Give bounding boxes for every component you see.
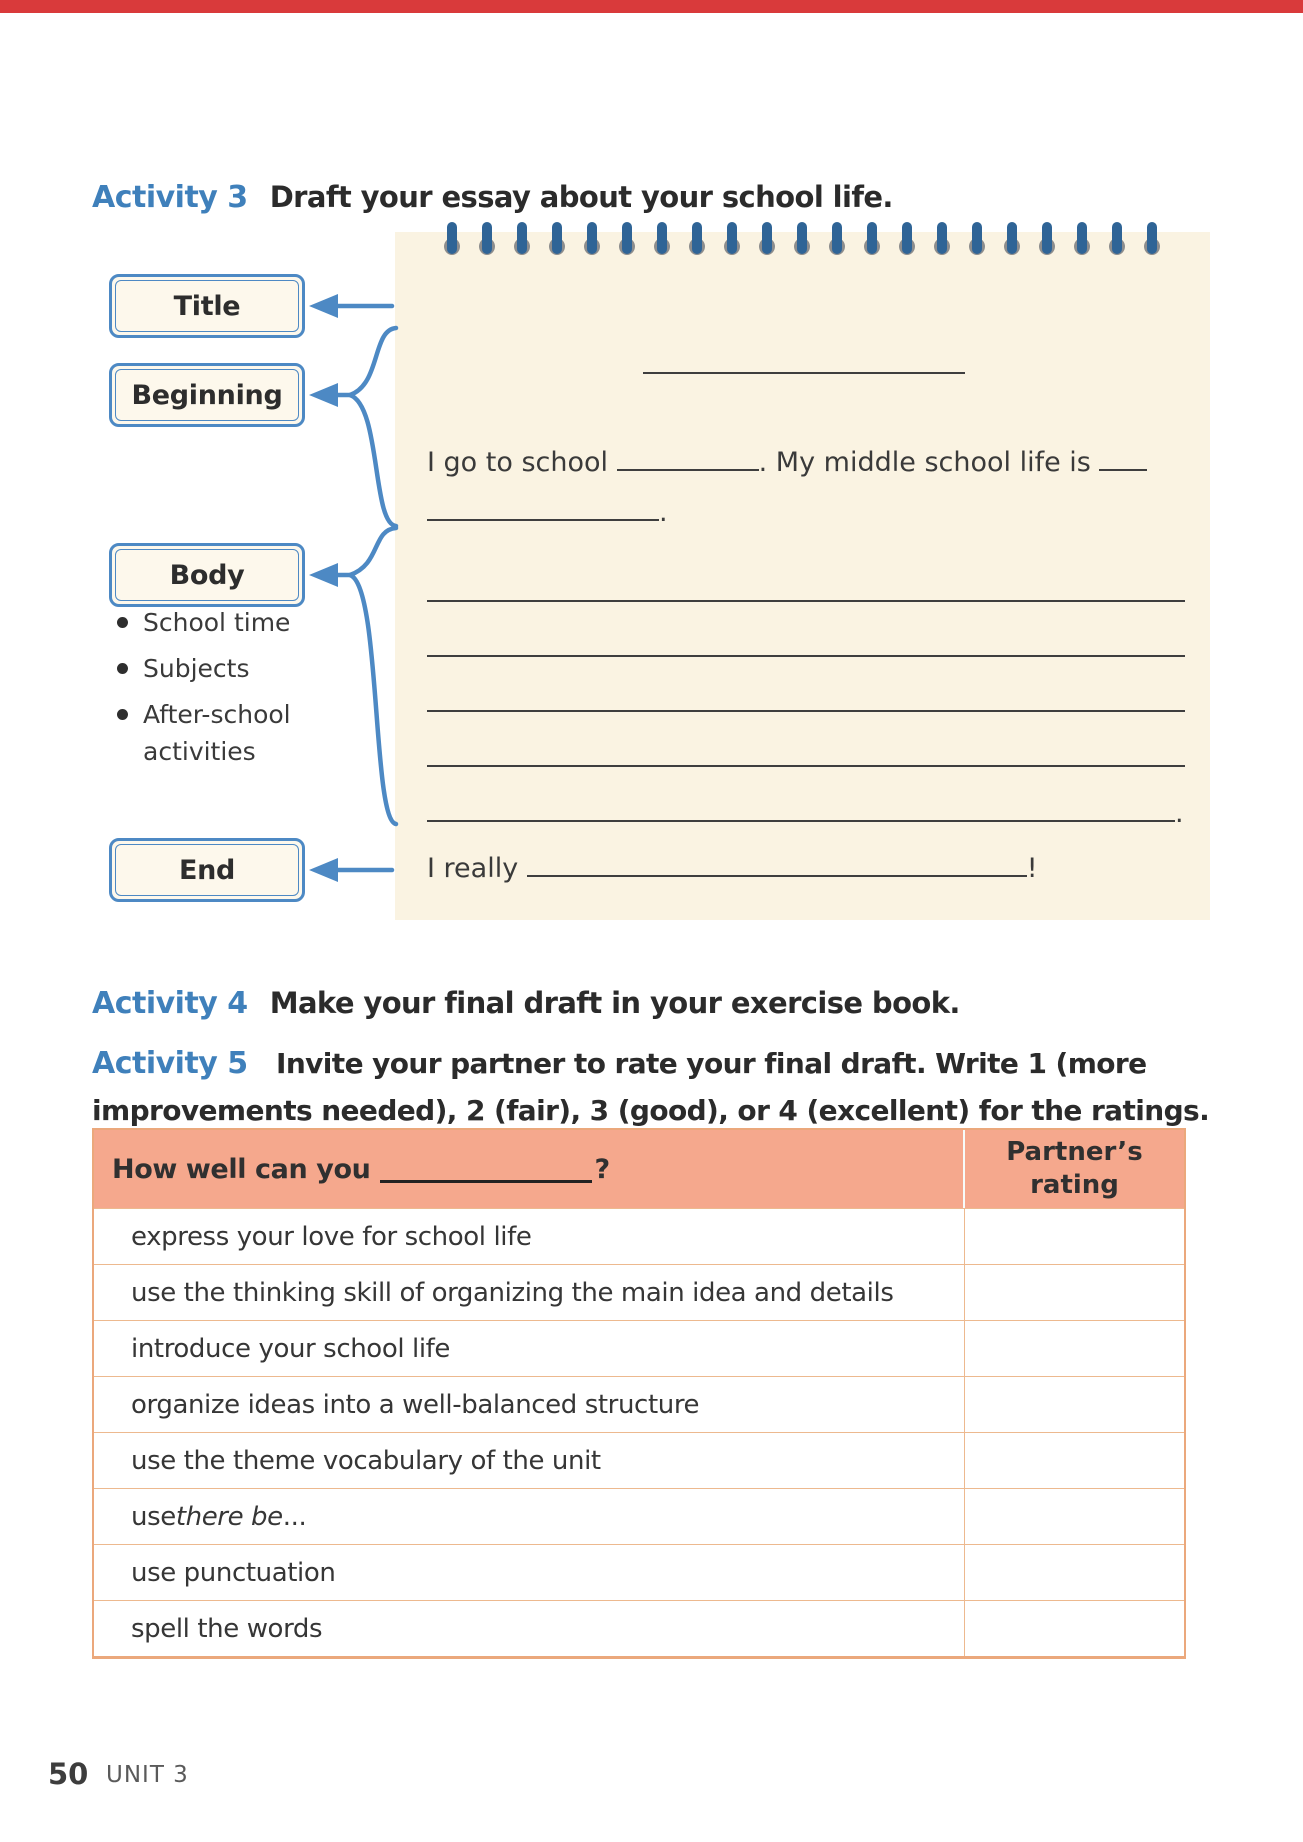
skill-cell: organize ideas into a well-balanced structure [94,1377,965,1432]
rating-table-row [94,1208,1184,1264]
partner-rating-cell[interactable] [965,1433,1184,1488]
notebook-beginning-line1 [427,444,1147,478]
body-bullet-item: School time [115,604,365,641]
body-bullet-item: Subjects [115,650,365,687]
question-prefix: How well can you [112,1153,371,1185]
rating-table-row [94,1376,1184,1432]
beginning-line2-period: . [659,497,668,528]
activity4-heading [92,986,960,1021]
notebook-body-blank-line[interactable] [427,630,1185,664]
activity3-title: Draft your essay about your school life. [269,180,893,214]
notebook-end-line [427,850,1038,884]
end-line-blank[interactable] [527,850,1027,877]
skill-cell: use the thinking skill of organizing the main idea and details [94,1265,965,1320]
spiral-pin [552,222,562,254]
notebook-body-blank-line[interactable] [427,740,1185,774]
beginning-line1-prefix: I go to school [427,447,609,478]
activity3-label: Activity 3 [92,180,248,215]
outline-box-body-label: Body [169,559,245,591]
spiral-pin [482,222,492,254]
end-arrowhead [309,858,338,882]
outline-box-beginning-label: Beginning [131,379,283,411]
notebook-body-blank-line[interactable] [427,685,1185,719]
spiral-pin [1112,222,1122,254]
outline-box-title-label: Title [173,290,241,322]
spiral-pin [867,222,877,254]
beginning-brace [350,328,396,526]
body-arrowhead [309,563,338,587]
activity5-label: Activity 5 [92,1046,248,1081]
rating-header-line1: Partner’s [1006,1137,1143,1167]
skill-cell: express your love for school life [94,1209,965,1264]
page-top-red-bar [0,0,1303,13]
partner-rating-cell[interactable] [965,1209,1184,1264]
beginning-blank-3[interactable] [427,494,659,521]
outline-box-end [109,838,305,902]
partner-rating-cell[interactable] [965,1601,1184,1656]
spiral-pin [1077,222,1087,254]
skill-cell: spell the words [94,1601,965,1656]
beginning-blank-2[interactable] [1099,444,1147,471]
spiral-pin [762,222,772,254]
beginning-line1-mid: . My middle school life is [758,447,1091,478]
body-bullet-item: After-school activities [115,696,365,770]
rating-table-row [94,1264,1184,1320]
beginning-blank-1[interactable] [617,444,759,471]
spiral-pin [517,222,527,254]
partner-rating-cell[interactable] [965,1377,1184,1432]
rating-table-row [94,1320,1184,1376]
outline-box-end-label: End [178,854,236,886]
unit-label: UNIT 3 [106,1762,189,1788]
rating-table-body [94,1208,1184,1656]
spiral-pin [832,222,842,254]
spiral-pin [902,222,912,254]
partner-rating-cell[interactable] [965,1321,1184,1376]
notebook-title-blank-line[interactable] [643,372,965,374]
skill-cell: use the theme vocabulary of the unit [94,1433,965,1488]
outline-box-title [109,274,305,338]
spiral-pin [1042,222,1052,254]
spiral-pin [587,222,597,254]
spiral-pin [972,222,982,254]
rating-table-header [94,1130,1184,1208]
skill-cell: use there be ... [94,1489,965,1544]
beginning-arrowhead [309,383,338,407]
spiral-pin [1147,222,1157,254]
spiral-pin [447,222,457,254]
end-line-punct: ! [1026,853,1038,884]
activity5-title: Invite your partner to rate your final draft. Write 1 (more improvements needed), 2 (fair), 3 (good), or 4 (excellent) for the ratings. [92,1047,1210,1127]
activity5-heading [92,1040,1222,1134]
end-line-prefix: I really [427,853,519,884]
activity3-heading [92,180,893,215]
outline-box-beginning [109,363,305,427]
spiral-pin [797,222,807,254]
body-bullet-list [115,604,365,779]
rating-table [92,1128,1186,1659]
page-number: 50 [48,1757,89,1791]
skill-cell: introduce your school life [94,1321,965,1376]
notebook-beginning-line2 [427,494,668,528]
spiral-pin [692,222,702,254]
partner-rating-cell[interactable] [965,1545,1184,1600]
outline-box-body [109,543,305,607]
question-blank[interactable] [380,1156,592,1183]
partner-rating-cell[interactable] [965,1489,1184,1544]
question-suffix: ? [594,1153,610,1185]
activity4-title: Make your final draft in your exercise book. [269,986,960,1020]
spiral-pin [727,222,737,254]
title-arrowhead [309,294,338,318]
rating-table-question-header [94,1130,965,1208]
spiral-pin [657,222,667,254]
notebook-body-blank-line[interactable] [427,575,1185,609]
spiral-pin [937,222,947,254]
notebook-body-blank-line[interactable]: . [427,795,1184,829]
partners-rating-header [965,1130,1184,1208]
partner-rating-cell[interactable] [965,1265,1184,1320]
rating-table-row [94,1544,1184,1600]
spiral-pin [1007,222,1017,254]
rating-table-row [94,1600,1184,1656]
spiral-pin [622,222,632,254]
notebook-pad [395,232,1210,920]
skill-cell: use punctuation [94,1545,965,1600]
rating-table-row [94,1488,1184,1544]
rating-table-row [94,1432,1184,1488]
activity4-label: Activity 4 [92,986,248,1021]
rating-header-line2: rating [1030,1170,1119,1200]
